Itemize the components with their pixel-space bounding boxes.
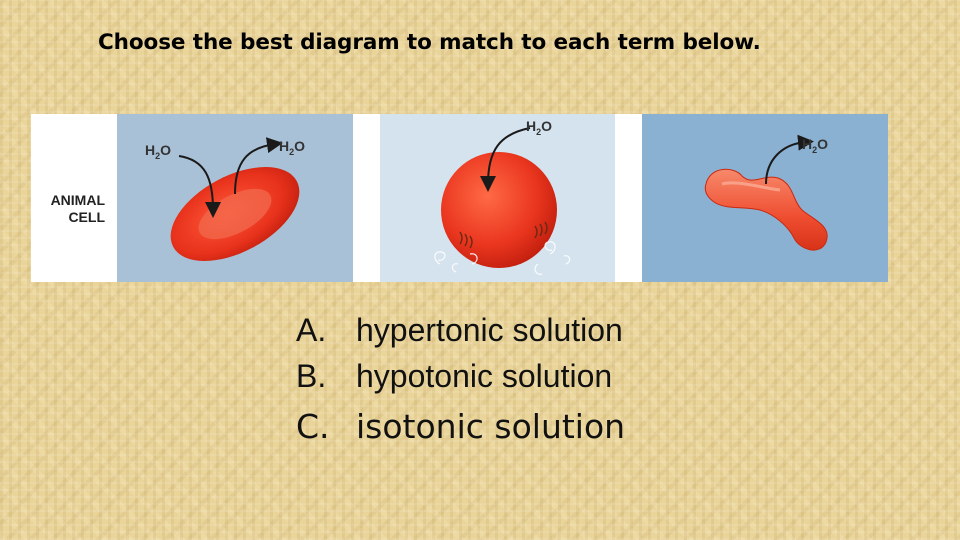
slide-title: Choose the best diagram to match to each term below.	[98, 30, 761, 55]
answer-letter: B.	[296, 358, 327, 394]
shriveled-cell-illustration	[642, 114, 888, 282]
water-out-label: $H_2O$	[279, 138, 306, 157]
swollen-red-blood-cell	[441, 152, 557, 268]
answer-letter: A.	[296, 312, 327, 348]
normal-cell-illustration	[117, 114, 353, 282]
water-out-label: $H_2O$	[802, 136, 829, 155]
row-label-line-1: ANIMAL	[50, 192, 105, 208]
water-in-label: $H_2O$	[145, 142, 172, 161]
row-label	[39, 192, 105, 226]
answer-letter: C.	[296, 407, 330, 446]
diagram-panel-3[interactable]	[642, 114, 888, 282]
answer-text: hypotonic solution	[356, 358, 613, 394]
answer-text: isotonic solution	[356, 407, 626, 446]
diagram-panel-2[interactable]	[380, 114, 615, 282]
osmosis-diagram	[31, 114, 888, 282]
water-in-label: $H_2O$	[526, 118, 553, 137]
diagram-panel-1[interactable]	[117, 114, 353, 282]
red-blood-cell	[155, 148, 314, 281]
answer-text: hypertonic solution	[356, 312, 623, 348]
row-label-line-2: CELL	[68, 209, 105, 225]
swollen-cell-illustration	[380, 114, 615, 282]
